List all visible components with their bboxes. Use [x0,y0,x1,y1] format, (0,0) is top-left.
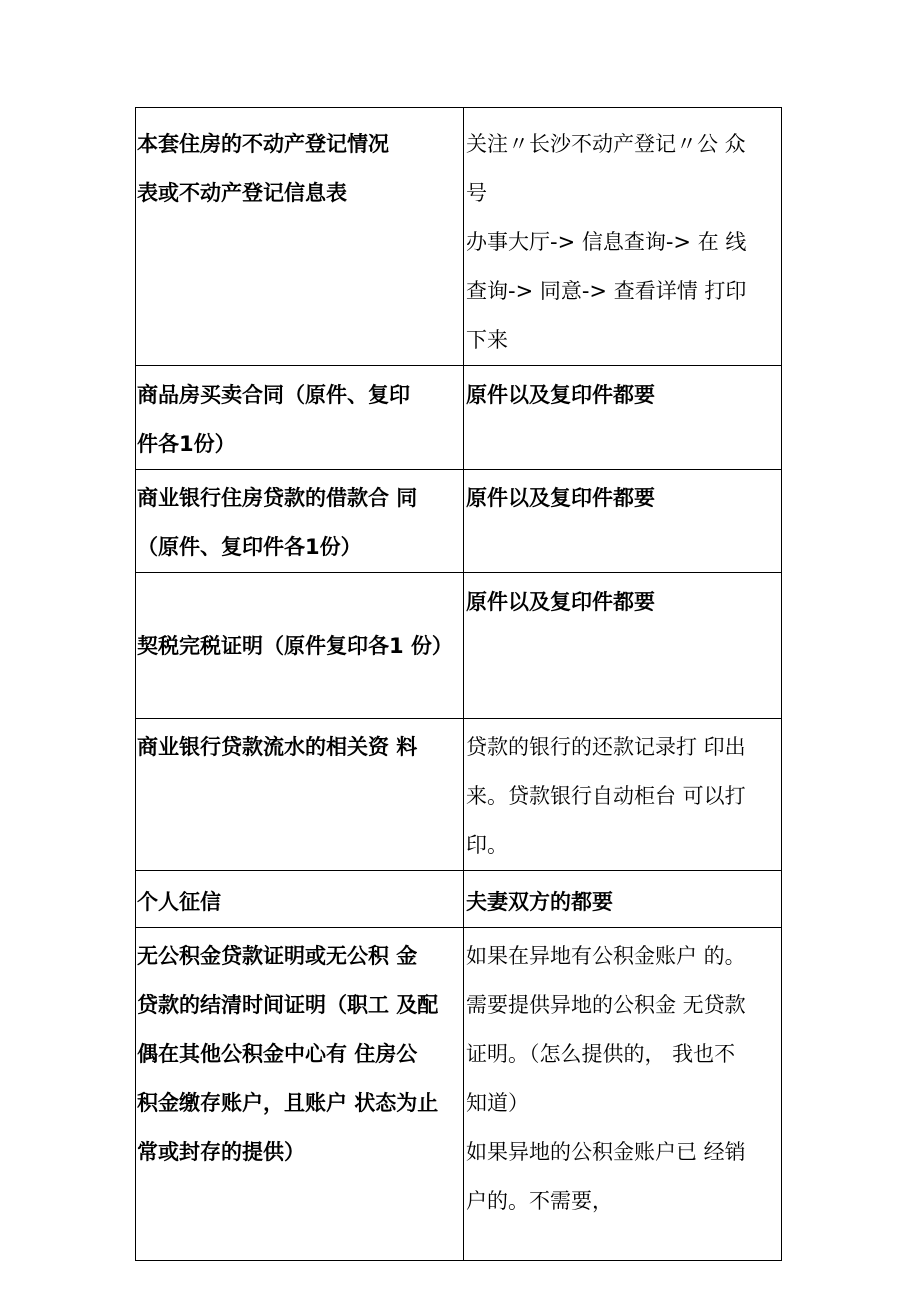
cell-text-line: 户的。不需要， [466,1189,613,1213]
cell-text-line: 商业银行住房贷款的借款合 同 [137,486,418,510]
table-row [136,366,782,470]
cell-text-line: 原件以及复印件都要 [466,590,655,614]
table-cell-left [136,928,464,1261]
cell-text-line: 如果异地的公积金账户已 经销 [466,1140,746,1164]
cell-text-line: 贷款的结清时间证明（职工 及配 [137,993,439,1017]
cell-text-line: 原件以及复印件都要 [466,383,655,407]
table-row [136,470,782,573]
table-cell-left [136,573,464,719]
table-cell-right [464,573,782,719]
cell-text-line: 商业银行贷款流水的相关资 料 [137,735,418,759]
cell-text-line: 印。 [466,833,508,857]
table-row [136,108,782,366]
cell-text-line: 件各1份） [137,432,236,456]
document-table [135,107,782,1261]
table-cell-left [136,470,464,573]
cell-text-line: 来。贷款银行自动柜台 可以打 [466,784,746,808]
table-cell-right [464,871,782,928]
table-cell-left [136,366,464,470]
cell-text-line: 偶在其他公积金中心有 住房公 [137,1042,418,1066]
table-cell-right [464,108,782,366]
cell-text-line: 原件以及复印件都要 [466,486,655,510]
table-cell-left [136,719,464,871]
cell-text-line: 知道） [466,1091,529,1115]
cell-text-line: 办事大厅-> 信息查询-> 在 线 [466,230,747,254]
cell-text-line: 常或封存的提供） [137,1140,305,1164]
table-row [136,928,782,1261]
cell-text-line: 个人征信 [137,890,221,914]
cell-text-line: （原件、复印件各1份） [137,535,362,559]
cell-text-line: 表或不动产登记信息表 [137,181,347,205]
cell-text-line: 证明。（怎么提供的， 我也不 [466,1042,736,1066]
table-row [136,871,782,928]
table-row [136,719,782,871]
table-cell-right [464,719,782,871]
cell-text-line: 夫妻双方的都要 [466,890,613,914]
cell-text-line: 契税完税证明（原件复印各1 份） [137,634,453,658]
table-cell-right [464,366,782,470]
cell-text-line: 如果在异地有公积金账户 的。 [466,944,746,968]
table-cell-right [464,928,782,1261]
cell-text-line: 关注〃长沙不动产登记〃公 众 [466,132,746,156]
table-cell-left [136,108,464,366]
cell-text-line: 号 [466,181,487,205]
cell-text-line: 查询-> 同意-> 查看详情 打印 [466,279,747,303]
cell-text-line: 本套住房的不动产登记情况 [137,132,389,156]
cell-text-line: 需要提供异地的公积金 无贷款 [466,993,746,1017]
table-cell-left [136,871,464,928]
cell-text-line: 积金缴存账户，且账户 状态为止 [137,1091,439,1115]
cell-text-line: 无公积金贷款证明或无公积 金 [137,944,418,968]
cell-text-line: 下来 [466,328,508,352]
table-cell-right [464,470,782,573]
table-row [136,573,782,719]
cell-text-line: 商品房买卖合同（原件、复印 [137,383,410,407]
cell-text-line: 贷款的银行的还款记录打 印出 [466,735,746,759]
